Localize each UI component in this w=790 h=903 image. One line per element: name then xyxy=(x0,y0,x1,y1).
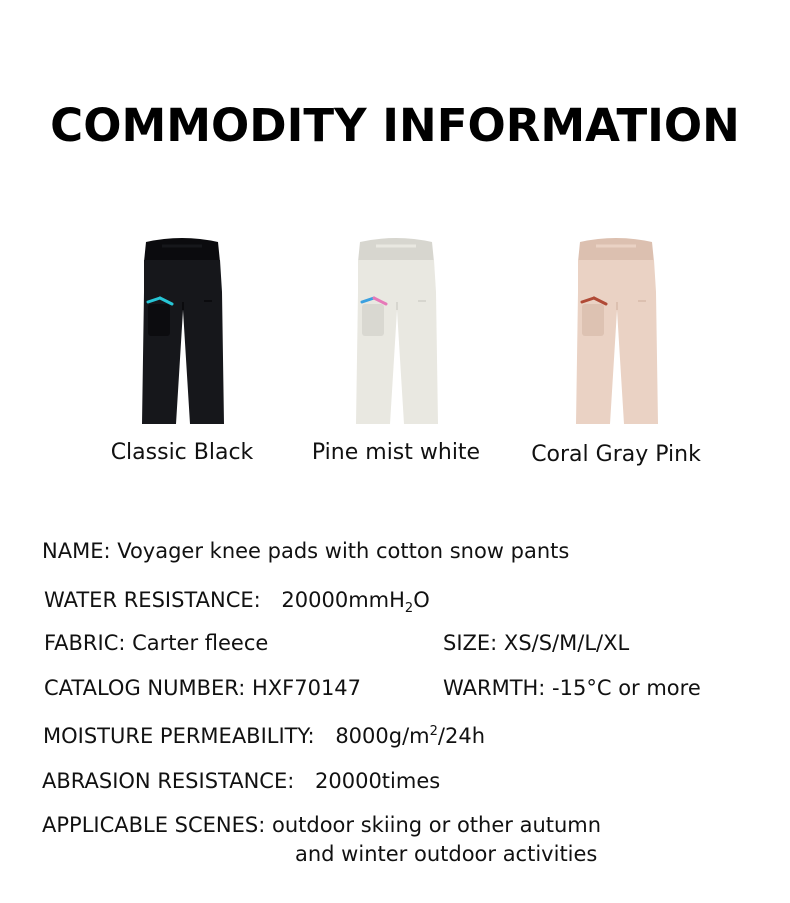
spec-label: MOISTURE PERMEABILITY: xyxy=(43,724,315,748)
product-classic-black[interactable] xyxy=(72,232,292,432)
spec-water-resistance xyxy=(44,586,430,623)
spec-value-subscript: 2 xyxy=(404,601,414,617)
pants-image xyxy=(506,232,726,432)
logo-mark xyxy=(638,300,646,302)
pants-body xyxy=(142,260,224,424)
logo-mark xyxy=(204,300,212,302)
page-title: COMMODITY INFORMATION xyxy=(50,99,740,152)
spec-fabric: FABRIC: Carter fleece xyxy=(44,631,269,655)
logo-mark xyxy=(418,300,426,302)
spec-warmth: WARMTH: -15°C or more xyxy=(443,676,701,700)
spec-value-superscript: 2 xyxy=(429,724,438,739)
spec-value: 20000times xyxy=(315,769,441,793)
product-label: Classic Black xyxy=(110,440,254,465)
product-coral-gray-pink[interactable] xyxy=(506,232,726,432)
spec-value: 20000mmH xyxy=(281,588,405,612)
spec-label: WATER RESISTANCE: xyxy=(44,588,261,612)
product-label: Coral Gray Pink xyxy=(531,442,701,467)
product-label: Pine mist white xyxy=(311,440,481,465)
spec-moisture-permeability xyxy=(43,718,485,750)
spec-applicable-scenes-continued: and winter outdoor activities xyxy=(295,842,598,866)
spec-abrasion-resistance xyxy=(42,767,440,795)
pants-body xyxy=(576,260,658,424)
spec-value-end: /24h xyxy=(437,724,486,748)
pants-body xyxy=(356,260,438,424)
pants-image xyxy=(286,232,506,432)
spec-label: ABRASION RESISTANCE: xyxy=(42,769,295,793)
cargo-pocket xyxy=(362,304,384,336)
spec-applicable-scenes: APPLICABLE SCENES: outdoor skiing or other autumn xyxy=(42,813,602,837)
cargo-pocket xyxy=(582,304,604,336)
pants-image xyxy=(72,232,292,432)
cargo-pocket xyxy=(148,304,170,336)
spec-name: NAME: Voyager knee pads with cotton snow pants xyxy=(42,539,570,563)
waistband xyxy=(144,238,220,262)
waistband xyxy=(358,238,434,262)
spec-value: 8000g/m xyxy=(335,724,430,748)
spec-catalog-number: CATALOG NUMBER: HXF70147 xyxy=(44,676,362,700)
spec-size: SIZE: XS/S/M/L/XL xyxy=(443,631,630,655)
product-pine-mist-white[interactable] xyxy=(286,232,506,432)
spec-value-end: O xyxy=(413,588,430,612)
waistband xyxy=(578,238,654,262)
